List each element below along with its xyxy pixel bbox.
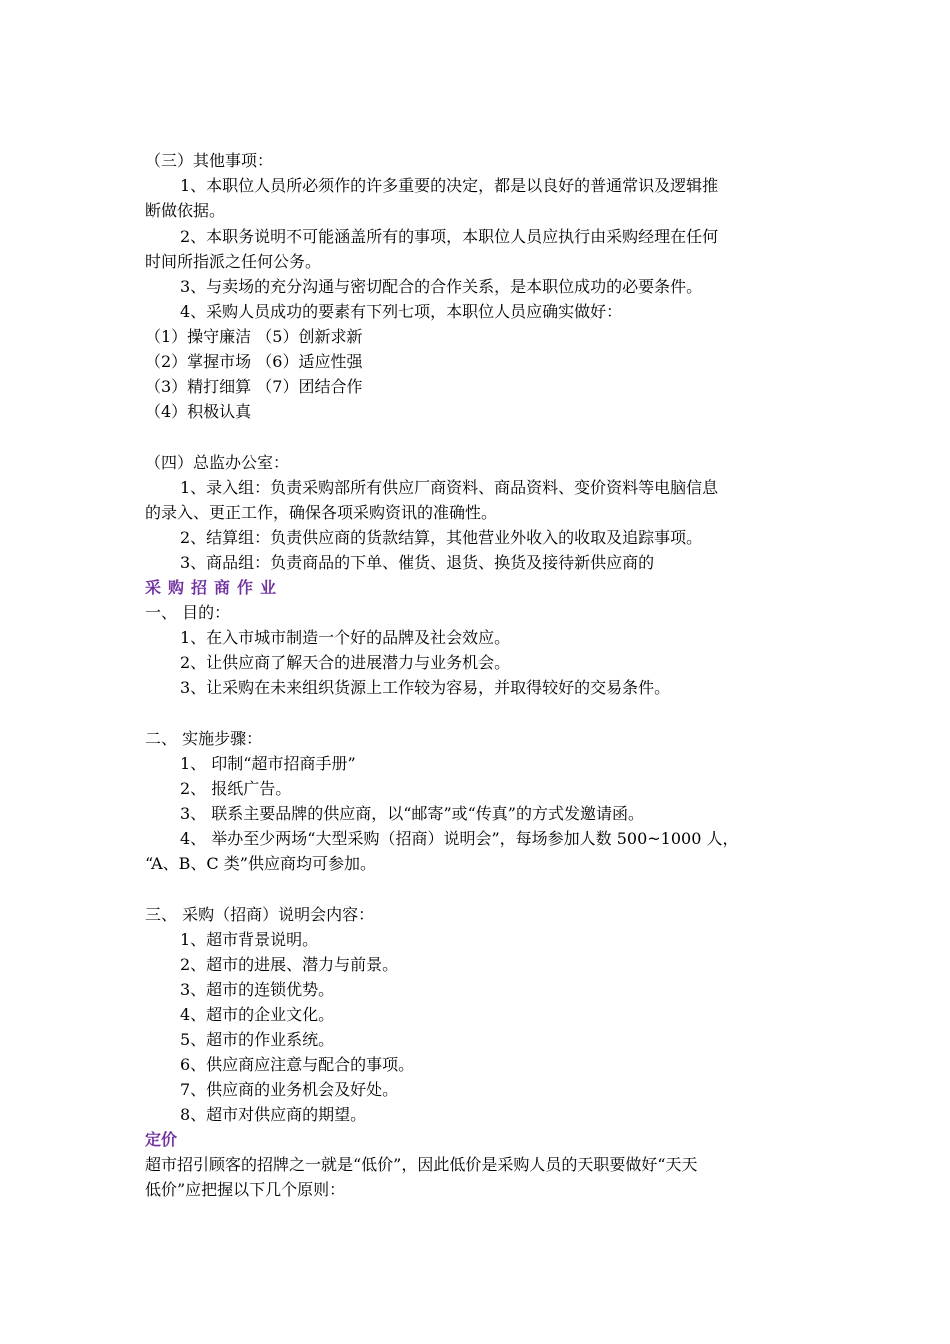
- list-item: （1）操守廉洁 （5）创新求新: [145, 327, 363, 346]
- list-item: 4、超市的企业文化。: [180, 1005, 335, 1024]
- paragraph-line: 2、结算组：负责供应商的货款结算，其他营业外收入的收取及追踪事项。: [180, 528, 703, 547]
- section-title-office: （四）总监办公室：: [145, 453, 290, 472]
- paragraph-line: 1、本职位人员所必须作的许多重要的决定，都是以良好的普通常识及逻辑推: [180, 176, 719, 195]
- section-title: 一、 目的：: [145, 603, 231, 622]
- list-item: 3、让采购在未来组织货源上工作较为容易，并取得较好的交易条件。: [180, 678, 671, 697]
- list-item: 3、 联系主要品牌的供应商，以“邮寄”或“传真”的方式发邀请函。: [180, 804, 644, 823]
- list-item: 8、超市对供应商的期望。: [180, 1105, 367, 1124]
- paragraph-line: 的录入、更正工作，确保各项采购资讯的准确性。: [145, 503, 498, 522]
- list-item: 7、供应商的业务机会及好处。: [180, 1080, 399, 1099]
- paragraph-line: 低价”应把握以下几个原则：: [145, 1180, 346, 1199]
- list-item: 1、在入市城市制造一个好的品牌及社会效应。: [180, 628, 511, 647]
- paragraph-line: 时间所指派之任何公务。: [145, 252, 322, 271]
- list-item: （2）掌握市场 （6）适应性强: [145, 352, 363, 371]
- paragraph-line: 3、与卖场的充分沟通与密切配合的合作关系，是本职位成功的必要条件。: [180, 277, 703, 296]
- list-item: 1、超市背景说明。: [180, 930, 319, 949]
- paragraph-line: 2、本职务说明不可能涵盖所有的事项，本职位人员应执行由采购经理在任何: [180, 227, 719, 246]
- section-title: 二、 实施步骤：: [145, 729, 263, 748]
- paragraph-line: 1、录入组：负责采购部所有供应厂商资料、商品资料、变价资料等电脑信息: [180, 478, 719, 497]
- list-item: 5、超市的作业系统。: [180, 1030, 335, 1049]
- section-title-other: （三）其他事项：: [145, 151, 274, 170]
- list-item: 2、让供应商了解天合的进展潜力与业务机会。: [180, 653, 511, 672]
- pricing-heading: 定价: [145, 1130, 178, 1149]
- paragraph-line: 3、商品组：负责商品的下单、催货、退货、换货及接待新供应商的: [180, 553, 655, 572]
- recruit-heading: 采购招商作业: [145, 578, 284, 597]
- list-item: （3）精打细算 （7）团结合作: [145, 377, 363, 396]
- list-item: 1、 印制“超市招商手册”: [180, 754, 356, 773]
- paragraph-line: 超市招引顾客的招牌之一就是“低价”，因此低价是采购人员的天职要做好“天天: [145, 1155, 698, 1174]
- list-item: （4）积极认真: [145, 402, 252, 421]
- list-item: 3、超市的连锁优势。: [180, 980, 335, 999]
- list-item: 2、 报纸广告。: [180, 779, 292, 798]
- section-title: 三、 采购（招商）说明会内容：: [145, 905, 375, 924]
- paragraph-line: “A、B、C 类”供应商均可参加。: [145, 854, 376, 873]
- paragraph-line: 4、采购人员成功的要素有下列七项，本职位人员应确实做好：: [180, 302, 623, 321]
- list-item: 2、超市的进展、潜力与前景。: [180, 955, 399, 974]
- list-item: 6、供应商应注意与配合的事项。: [180, 1055, 415, 1074]
- paragraph-line: 断做依据。: [145, 201, 226, 220]
- list-item: 4、 举办至少两场“大型采购（招商）说明会”，每场参加人数 500~1000 人，: [180, 829, 739, 848]
